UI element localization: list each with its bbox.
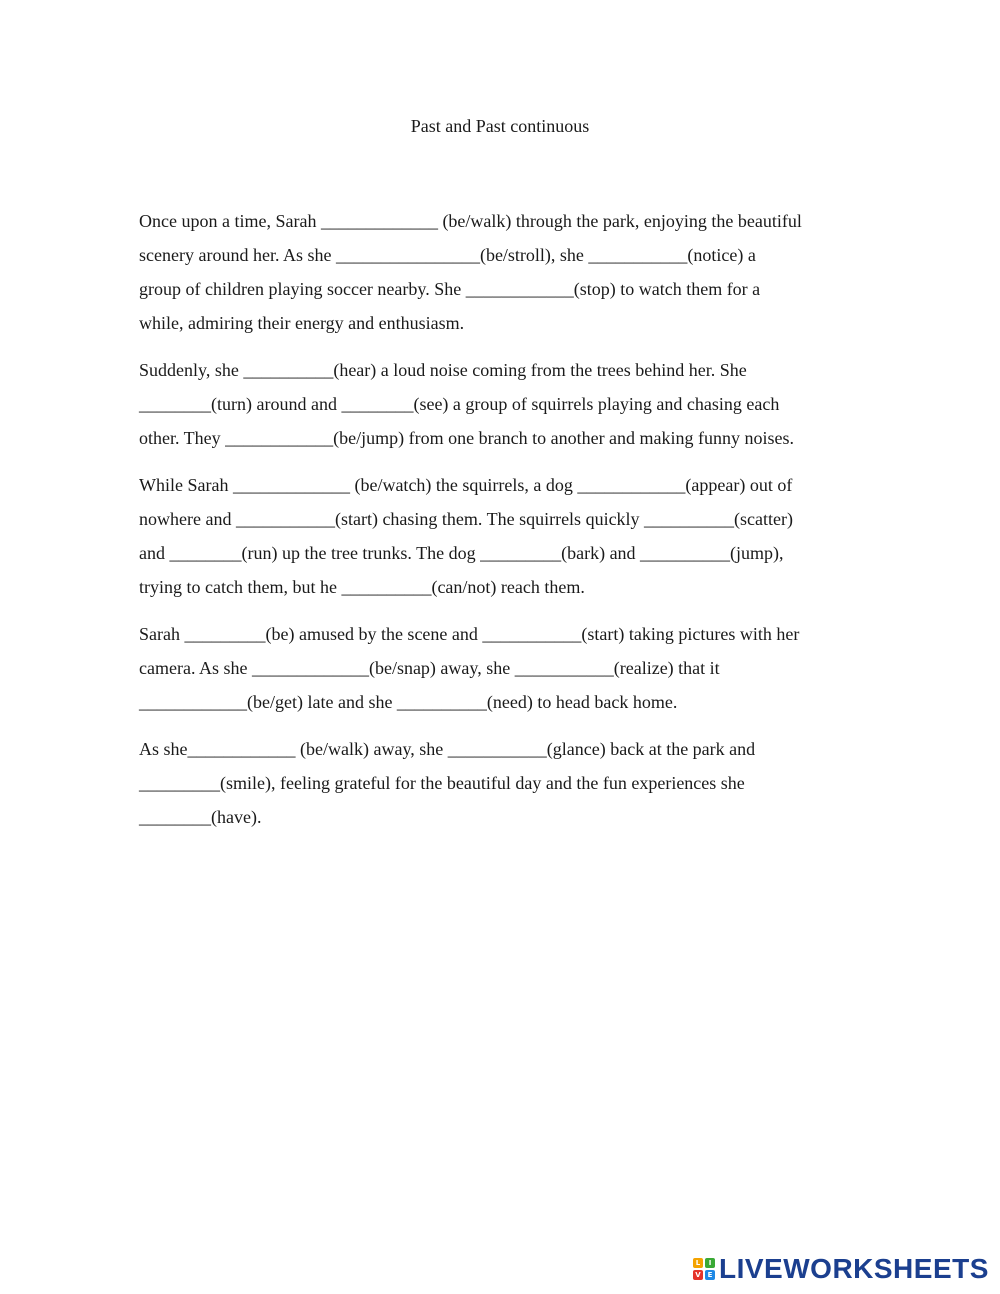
paragraph-3 — [139, 468, 879, 604]
story-text — [139, 204, 879, 847]
logo-tile-l: L — [693, 1258, 703, 1268]
paragraph-4 — [139, 617, 879, 719]
text-line: ________(turn) around and ________(see) a group of squirrels playing and chasing each — [139, 394, 780, 414]
liveworksheets-logo — [693, 1254, 989, 1284]
text-line: nowhere and ___________(start) chasing them. The squirrels quickly __________(scatter) — [139, 509, 794, 529]
text-line: ________(have). — [139, 807, 262, 827]
logo-text: LIVEWORKSHEETS — [719, 1253, 989, 1284]
text-line: ____________(be/get) late and she __________(need) to head back home. — [139, 692, 678, 712]
text-line: Once upon a time, Sarah _____________ (be/walk) through the park, enjoying the beautiful — [139, 211, 802, 231]
logo-mark-icon — [693, 1258, 715, 1280]
text-line: camera. As she _____________(be/snap) away, she ___________(realize) that it — [139, 658, 720, 678]
logo-tile-i: I — [705, 1258, 715, 1268]
paragraph-2 — [139, 353, 879, 455]
text-line: Sarah _________(be) amused by the scene and ___________(start) taking pictures with her — [139, 624, 800, 644]
logo-tile-e: E — [705, 1270, 715, 1280]
text-line: Suddenly, she __________(hear) a loud noise coming from the trees behind her. She — [139, 360, 747, 380]
paragraph-1 — [139, 204, 879, 340]
paragraph-5 — [139, 732, 879, 834]
logo-tile-v: V — [693, 1270, 703, 1280]
text-line: group of children playing soccer nearby. She ____________(stop) to watch them for a — [139, 279, 761, 299]
text-line: _________(smile), feeling grateful for the beautiful day and the fun experiences she — [139, 773, 745, 793]
text-line: trying to catch them, but he __________(can/not) reach them. — [139, 577, 585, 597]
text-line: As she____________ (be/walk) away, she ___________(glance) back at the park and — [139, 739, 756, 759]
page-title: Past and Past continuous — [410, 116, 590, 136]
text-line: while, admiring their energy and enthusiasm. — [139, 313, 465, 333]
text-line: scenery around her. As she ________________(be/stroll), she ___________(notice) a — [139, 245, 756, 265]
text-line: other. They ____________(be/jump) from one branch to another and making funny noises. — [139, 428, 795, 448]
text-line: and ________(run) up the tree trunks. The dog _________(bark) and __________(jump), — [139, 543, 784, 563]
text-line: While Sarah _____________ (be/watch) the squirrels, a dog ____________(appear) out of — [139, 475, 793, 495]
